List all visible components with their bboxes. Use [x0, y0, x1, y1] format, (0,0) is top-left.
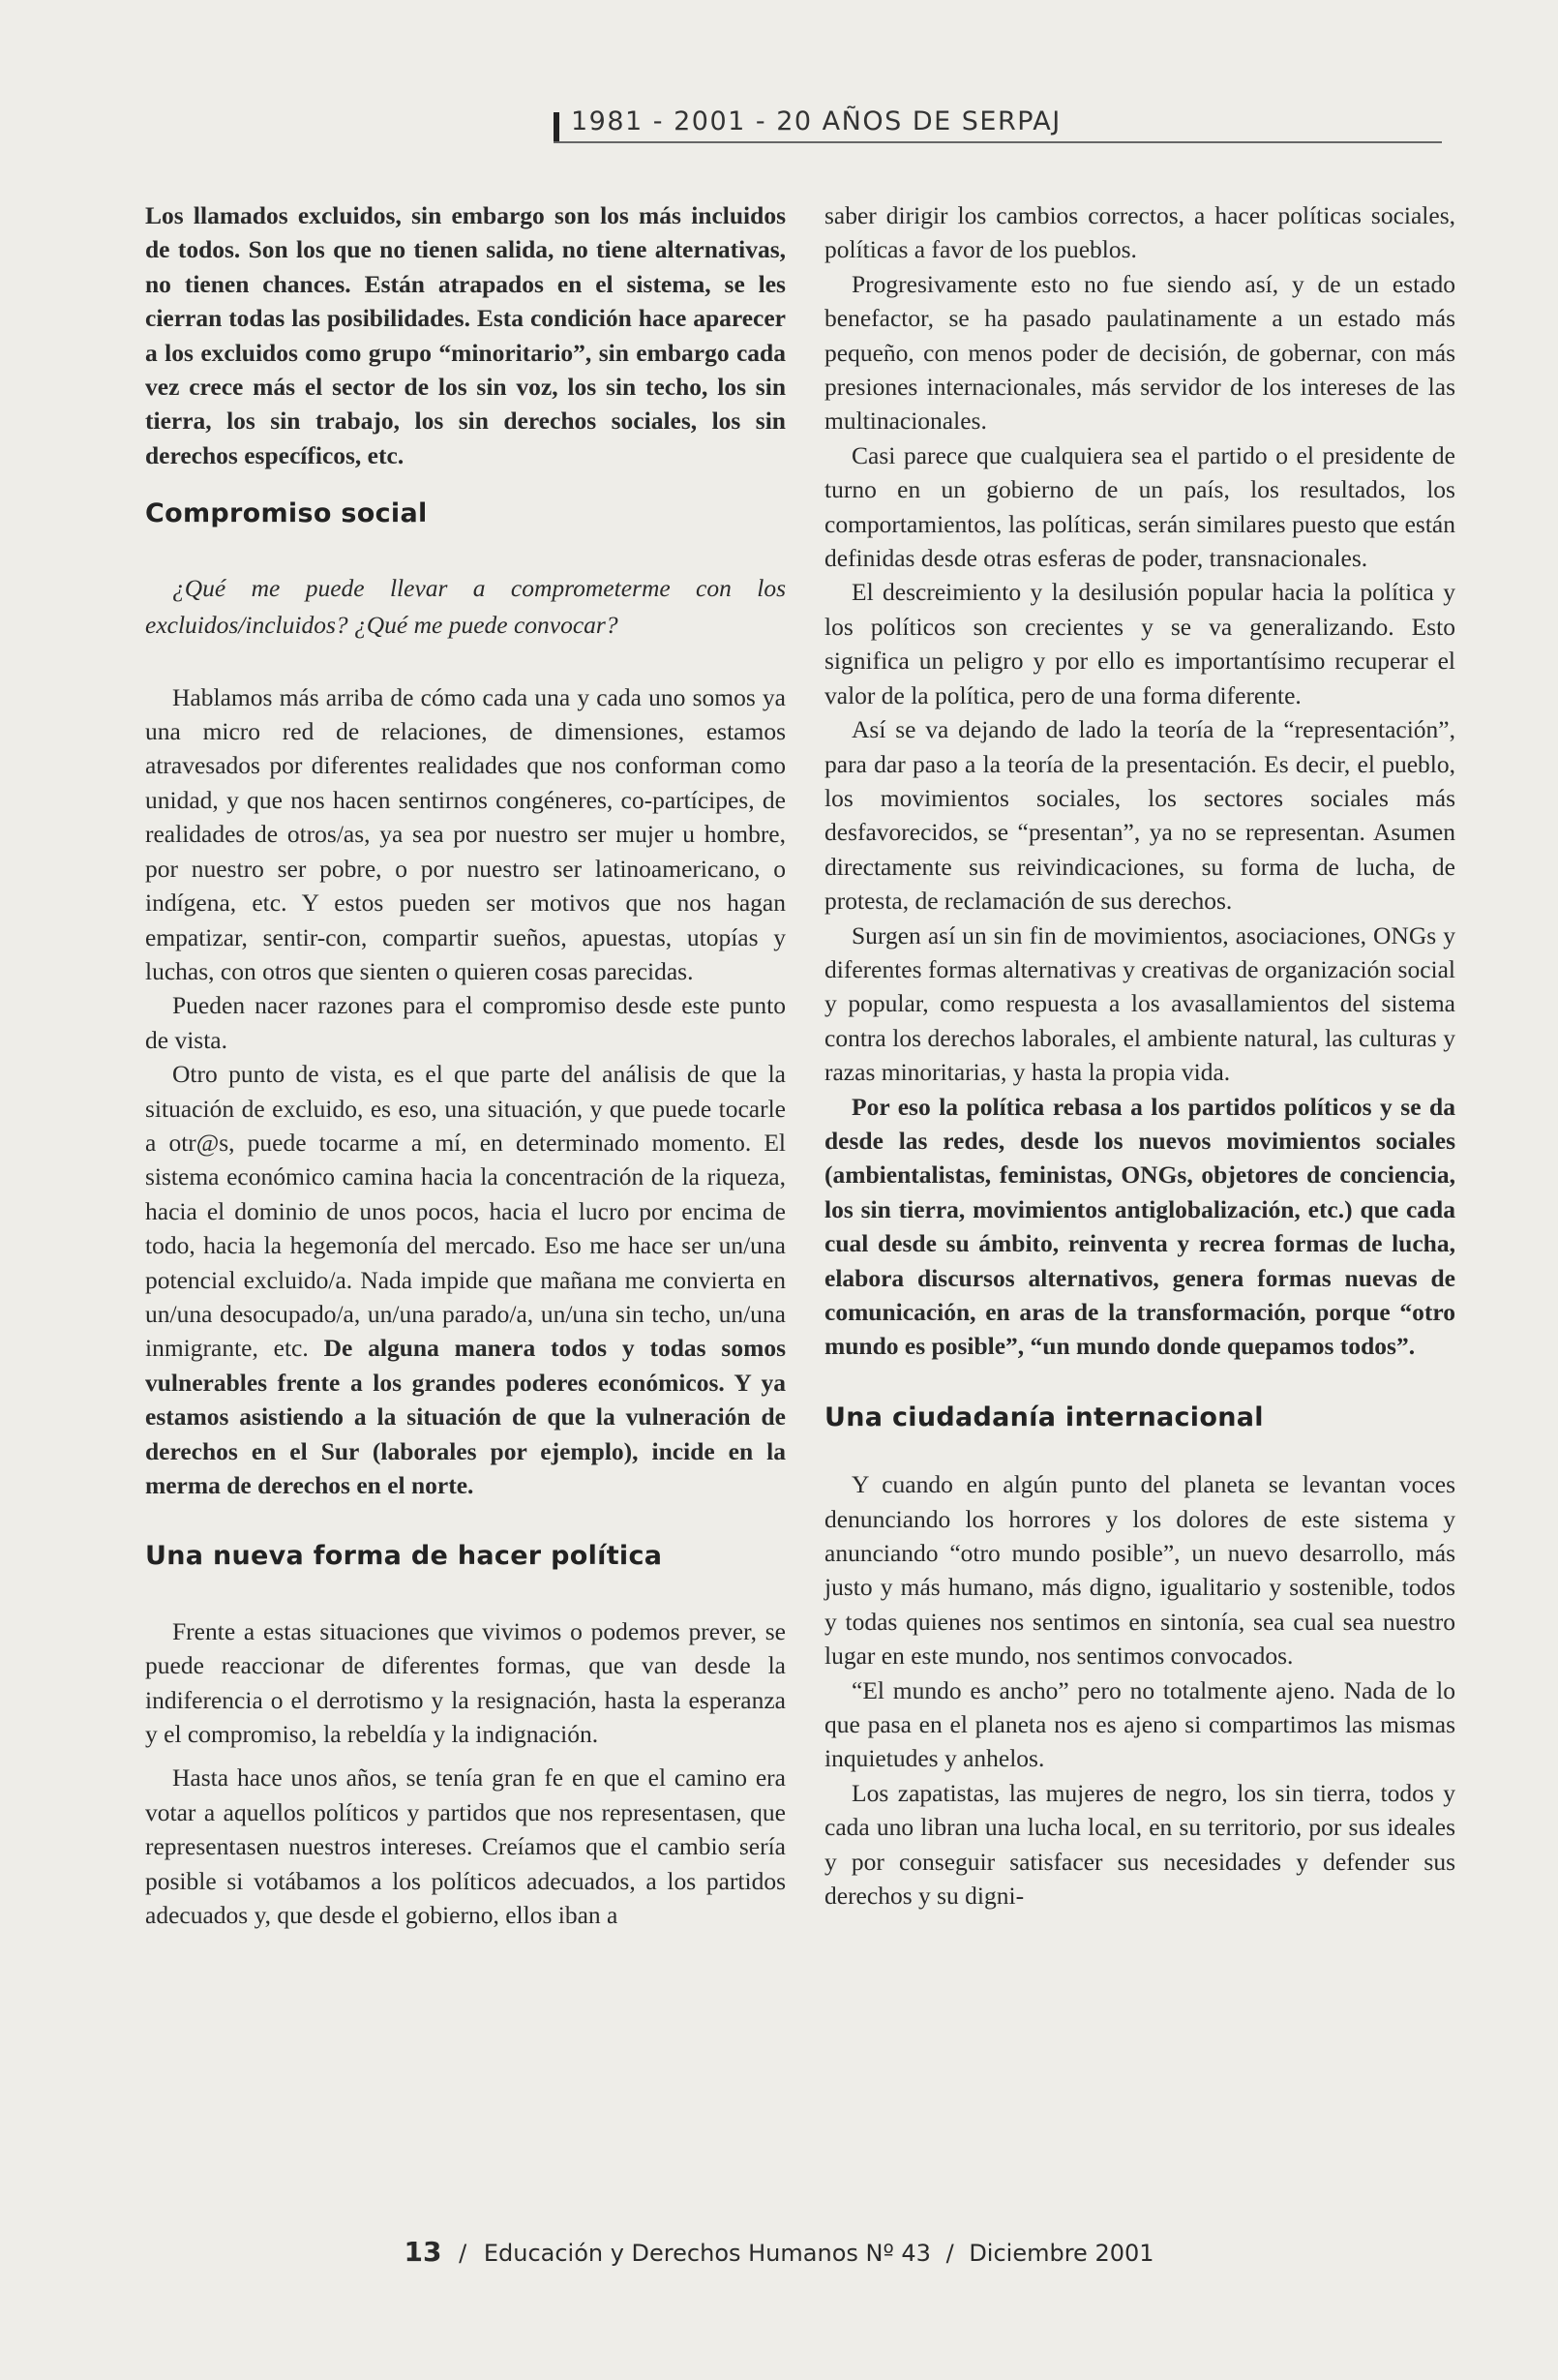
- emphasis-paragraph: Por eso la política rebasa a los partidos políticos y se da desde las redes, desde los nuevos movimientos sociales (ambientalistas, feministas, ONGs, objetores de conciencia, los sin tierra, movimientos antiglobalización, etc.) que cada cual desde su ámbito, reinventa y recrea formas de lucha, elabora discursos alternativos, genera formas nuevas de comunicación, en aras de la transformación, porque “otro mundo es posible”, “un mundo donde quepamos todos”.: [824, 1092, 1455, 1361]
- body-paragraph: Y cuando en algún punto del planeta se levantan voces denunciando los horrores y los dolores de este sistema y anunciando “otro mundo posible”, un nuevo desarrollo, más justo y más humano, más digno, igualitario y sostenible, todos y todas quienes nos sentimos en sintonía, sea cual sea nuestro lugar en este mundo, nos sentimos convocados.: [824, 1470, 1455, 1671]
- body-paragraph: [145, 1057, 786, 1502]
- header-title: 1981 - 2001 - 20 AÑOS DE SERPAJ: [571, 106, 1062, 136]
- body-paragraph: Frente a estas situaciones que vivimos o podemos prever, se puede reaccionar de diferentes formas, que van desde la indiferencia o el derrotismo y la resignación, hasta la esperanza y el compromiso, la rebeldía y la indignación.: [145, 1616, 786, 1749]
- header-rule: [554, 141, 1442, 143]
- body-paragraph: Hablamos más arriba de cómo cada una y cada uno somos ya una micro red de relaciones, de dimensiones, estamos atravesados por diferentes realidades que nos conforman como unidad, y que nos hacen sentirnos congéneres, co-partícipes, de realidades de otros/as, ya sea por nuestro ser mujer u hombre, por nuestro ser pobre, o por nuestro ser latinoamericano, o indígena, etc. Y estos pueden ser motivos que nos hagan empatizar, sentir-con, compartir sueños, apuestas, utopías y luchas, con otros que sienten o quieren cosas parecidas.: [145, 682, 786, 985]
- emphasis-text: De alguna manera todos y todas somos vulnerables frente a los grandes poderes económicos. Y ya estamos asistiendo a la situación de que la vulneración de derechos en el Sur (laborales por ejemplo), incide en la merma de derechos en el norte.: [145, 1334, 786, 1499]
- body-paragraph: saber dirigir los cambios correctos, a hacer políticas sociales, políticas a favor de los pueblos.: [824, 201, 1455, 264]
- body-paragraph: Los zapatistas, las mujeres de negro, los sin tierra, todos y cada uno libran una lucha local, en su territorio, por sus ideales y por conseguir satisfacer sus necesidades y defender sus derechos y su digni-: [824, 1778, 1455, 1911]
- journal-name: Educación y Derechos Humanos Nº 43: [483, 2240, 931, 2267]
- intro-paragraph: Los llamados excluidos, sin embargo son los más incluidos de todos. Son los que no tienen salida, no tiene alternativas, no tienen chances. Están atrapados en el sistema, se les cierran todas las posibilidades. Esta condición hace aparecer a los excluidos como grupo “minoritario”, sin embargo cada vez crece más el sector de los sin voz, los sin techo, los sin tierra, los sin trabajo, los sin derechos sociales, los sin derechos específicos, etc.: [145, 201, 786, 469]
- section-question: ¿Qué me puede llevar a comprometerme con los excluidos/incluidos? ¿Qué me puede convocar?: [145, 573, 786, 639]
- section-heading-ciudadania: Una ciudadanía internacional: [824, 1401, 1264, 1432]
- running-header: [554, 105, 1442, 143]
- page-number: 13: [404, 2236, 442, 2268]
- section-heading-politica: Una nueva forma de hacer política: [145, 1541, 663, 1572]
- body-paragraph: Surgen así un sin fin de movimientos, asociaciones, ONGs y diferentes formas alternativas y creativas de organización social y popular, como respuesta a los avasallamientos del sistema contra los derechos laborales, el ambiente natural, las culturas y razas minoritarias, y hasta la propia vida.: [824, 920, 1455, 1087]
- body-text: Otro punto de vista, es el que parte del análisis de que la situación de excluido, es eso, una situación, y que puede tocarle a otr@s, puede tocarme a mí, en determinado momento. El sistema económico camina hacia la concentración de la riqueza, hacia el dominio de unos pocos, hacia el lucro por encima de todo, hacia la hegemonía del mercado. Eso me hace ser un/una potencial excluido/a. Nada impide que mañana me convierta en un/una desocupado/a, un/una parado/a, un/una sin techo, un/una inmigrante, etc.: [145, 1060, 786, 1363]
- section-heading-compromiso: Compromiso social: [145, 498, 428, 529]
- right-column: [824, 198, 1455, 1913]
- header-bar: [554, 112, 559, 141]
- page-footer: [0, 2236, 1558, 2268]
- body-paragraph: Pueden nacer razones para el compromiso desde este punto de vista.: [145, 991, 786, 1054]
- body-paragraph: Así se va dejando de lado la teoría de la “representación”, para dar paso a la teoría de la presentación. Es decir, el pueblo, los movimientos sociales, los sectores sociales más desfavorecidos, se “presentan”, ya no se representan. Asumen directamente sus reivindicaciones, su forma de lucha, de protesta, de reclamación de sus derechos.: [824, 715, 1455, 916]
- left-column: [145, 198, 786, 1932]
- issue-date: Diciembre 2001: [969, 2240, 1154, 2267]
- body-paragraph: El descreimiento y la desilusión popular hacia la política y los políticos son crecientes y se va generalizando. Esto significa un peligro y por ello es importantísimo recuperar el valor de la política, pero de una forma diferente.: [824, 578, 1455, 709]
- body-paragraph: Hasta hace unos años, se tenía gran fe en que el camino era votar a aquellos políticos y partidos que nos representasen, que representasen nuestros intereses. Creíamos que el cambio sería posible si votábamos a los políticos adecuados, a los partidos adecuados y, que desde el gobierno, ellos iban a: [145, 1763, 786, 1930]
- footer-separator: /: [945, 2240, 954, 2267]
- body-paragraph: Progresivamente esto no fue siendo así, y de un estado benefactor, se ha pasado paulatinamente a un estado más pequeño, con menos poder de decisión, de gobernar, con más presiones internacionales, más servidor de los intereses de las multinacionales.: [824, 269, 1455, 436]
- body-paragraph: Casi parece que cualquiera sea el partido o el presidente de turno en un gobierno de un país, los resultados, los comportamientos, las políticas, serán similares puesto que están definidas desde otras esferas de poder, transnacionales.: [824, 440, 1455, 573]
- body-paragraph: “El mundo es ancho” pero no totalmente ajeno. Nada de lo que pasa en el planeta nos es ajeno si compartimos las mismas inquietudes y anhelos.: [824, 1675, 1455, 1773]
- footer-separator: /: [459, 2240, 467, 2267]
